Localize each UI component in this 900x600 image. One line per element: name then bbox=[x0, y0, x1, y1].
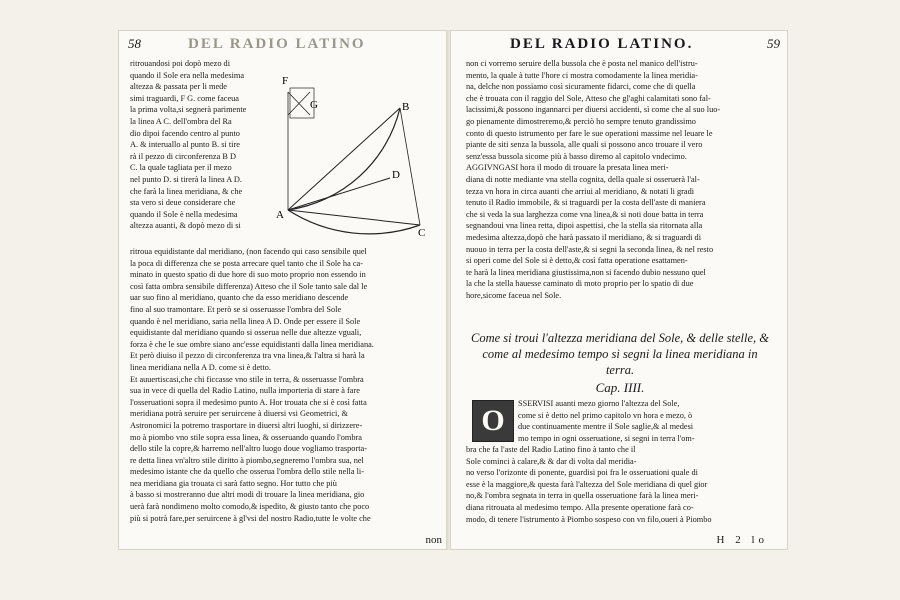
text-line: senz'essa bussola sicome più à basso diremo al capitolo vndecimo. bbox=[466, 151, 687, 161]
text-line: equidistante dal meridiano quando si osserua nelle due altezze vguali, bbox=[130, 328, 362, 338]
page-number: 59 bbox=[767, 36, 780, 51]
text-line: uar suo fino al meridiano, quanto che da esso meridiano descende bbox=[130, 293, 349, 303]
running-head: DEL RADIO LATINO. bbox=[510, 36, 694, 52]
text-line: l'osseruationi sopra il medesimo punto A. Hor trouata che si è così fatta bbox=[130, 397, 367, 407]
catchword: non bbox=[425, 534, 442, 546]
chapter-title: Come si troui l'altezza meridiana del Sole, & delle stelle, & come al medesimo tempo si segni la linea meridiana in terra. bbox=[470, 331, 769, 377]
text-line: la prima volta,si segnerà parimente bbox=[130, 105, 247, 115]
text-line: medesimo istante che da quello che osserua l'ombra dello stile nella li- bbox=[130, 467, 364, 477]
text-line: mento, la quale à tutte l'hore ci mostra comodamente la linea meridia- bbox=[466, 70, 698, 80]
text-line: la linea A C. dell'ombra del Ra bbox=[130, 116, 232, 126]
text-line: na, delche non possiamo così sicuramente fidarci, come che di quella bbox=[466, 82, 696, 92]
text-line: no,& l'ombra segnata in terra in quella osseruatione farà la linea meri- bbox=[466, 491, 699, 501]
text-line: meridiana potrà seruire per seruircene à diuersi vsi Geometrici, & bbox=[130, 409, 348, 419]
text-line: sta vero si deue considerare che bbox=[130, 198, 236, 208]
text-line: che è trouata con il raggio del Sole, Atteso che gl'aghi calamitati sono fal- bbox=[466, 93, 711, 103]
text-line: hore,sicome faceua nel Sole. bbox=[466, 290, 562, 300]
text-line: conto di questo istrumento per fare le sue operationi massime nel leuare le bbox=[466, 128, 713, 138]
text-line: minato in questo spatio di due hore di suo moto proprio non essendo in bbox=[130, 270, 366, 280]
line-ab bbox=[288, 108, 400, 210]
text-line: forza è che le sue ombre siano anc'esse equidistanti dalla linea meridiana. bbox=[130, 339, 374, 349]
line-ac bbox=[288, 210, 420, 225]
label-c: C bbox=[418, 227, 426, 239]
text-line: re detta linea vn'altro stile diritto à piombo,segneremo l'ombra sua, nel bbox=[130, 455, 364, 465]
right-page bbox=[450, 30, 788, 550]
chapter-body-text bbox=[466, 444, 778, 525]
text-line: simi traguardi, F G. come faceua bbox=[130, 93, 239, 103]
chapter-heading bbox=[470, 330, 770, 396]
circumference-arc-lower bbox=[288, 210, 420, 234]
text-line: altezza & passata per li mede bbox=[130, 82, 227, 92]
text-line: segnandoui vna linea retta, dipoi aspettisi, che la stella sia ritornata alla bbox=[466, 221, 703, 231]
text-line: Sole cominci à calare,& & dar di volta dal meridia- bbox=[466, 456, 637, 466]
label-d: D bbox=[392, 169, 400, 181]
text-line: più si potrà fare,per seruircene à gl'vsi del nostro Radio,tutte le volte che bbox=[130, 513, 371, 523]
text-line: ritrouandosi poi dopò mezo di bbox=[130, 59, 231, 68]
text-line: la che la stella hauesse caminato di moto proprio per lo spatio di due bbox=[466, 279, 694, 289]
text-line: ritroua equidistante dal meridiano, (non facendo qui caso sensibile quel bbox=[130, 247, 367, 256]
text-line: te harà la linea meridiana giustissima,non si facendo dubio nessuno quel bbox=[466, 267, 706, 277]
text-line: uerà farà nondimeno molto comodo,& ispedito, & giusto tanto che poco bbox=[130, 502, 370, 512]
text-line: piante de siti senza la bussola, alle quali si possono anco trouare il vero bbox=[466, 140, 703, 150]
text-line: SSERVISI auanti mezo giorno l'altezza del Sole, bbox=[518, 399, 680, 408]
text-line: altezza auanti, & dopò mezo di si bbox=[130, 221, 241, 231]
text-line: come si è detto nel primo capitolo vn hora e mezo, ò bbox=[518, 410, 693, 420]
text-line: quando è nel meridiano, saria nella linea A D. Onde per essere il Sole bbox=[130, 316, 361, 326]
text-line: modo, di tenere l'istrumento à Piombo sospeso con vn filo,oueri à Piombo bbox=[466, 514, 712, 524]
text-line: nea meridiana gia trouata ci sarà fatto segno. Hor tutto che più bbox=[130, 478, 337, 488]
running-head: DEL RADIO LATINO bbox=[188, 36, 366, 52]
text-line: mo tempo in ogni osseruatione, si segni in terra l'om- bbox=[518, 433, 695, 443]
label-g: G bbox=[310, 99, 318, 111]
diagram-svg bbox=[276, 70, 445, 240]
left-page bbox=[118, 30, 450, 550]
text-line: Et auuertiscasi,che chi ficcasse vno stile in terra, & osseruasse l'ombra bbox=[130, 374, 364, 384]
text-line: dio dipoi facendo centro al punto bbox=[130, 128, 240, 138]
left-body-text bbox=[130, 246, 442, 524]
text-line: rà il pezzo di circonferenza B D bbox=[130, 151, 236, 161]
text-line: fino al suo tramontare. Et però se si osseruasse l'ombra del Sole bbox=[130, 304, 342, 314]
right-top-text bbox=[466, 58, 778, 301]
label-f: F bbox=[282, 75, 289, 87]
initial-letter: O bbox=[481, 404, 505, 437]
text-line: Et però diuiso il pezzo di circonferenza tra vna linea,& l'altra si harà la bbox=[130, 351, 365, 361]
dropcap-text bbox=[518, 398, 780, 444]
geometric-diagram bbox=[276, 70, 445, 240]
text-line: C. la quale tagliata per il mezo bbox=[130, 163, 232, 173]
text-line: che si veda la sua larghezza come vna linea,& si noti doue batta in terra bbox=[466, 209, 704, 219]
text-line: non ci vorremo seruire della bussola che è posta nel manico dell'istru- bbox=[466, 59, 698, 68]
text-line: no verso l'orizonte di ponente, guardisi poi fra le osseruationi quale di bbox=[466, 468, 698, 478]
decorated-initial bbox=[472, 400, 514, 442]
text-line: così fatta ombra sensibile differenza) Atteso che il Sole tanto sale dal le bbox=[130, 281, 368, 291]
text-line: quando il Sole è nella medesima bbox=[130, 209, 238, 219]
text-line: à basso si mostreranno due altri modi di trouare la linea meridiana, gio bbox=[130, 490, 365, 500]
chord-bc bbox=[400, 108, 420, 225]
left-column-text bbox=[130, 58, 280, 232]
text-line: diana di notte mediante vna stella cognita, della quale si osseruerà l'al- bbox=[466, 174, 700, 184]
text-line: tezza vn hora in circa auanti che arriui al meridiano, & notati li gradi bbox=[466, 186, 695, 196]
text-line: nel punto D. si tirerà la linea A D. bbox=[130, 174, 242, 184]
line-ad bbox=[288, 178, 390, 210]
text-line: tenuto il Radio immobile, & si traguardi per la costa dell'aste di maniera bbox=[466, 198, 706, 208]
text-line: linea meridiana nella A D. come si è detto. bbox=[130, 362, 272, 372]
text-line: due continuamente mentre il Sole saglie,& al medesi bbox=[518, 422, 694, 432]
text-line: AGGIVNGASI hora il modo di trouare la presata linea meri- bbox=[466, 163, 669, 173]
text-line: go pienamente dimostreremo,& perciò ho sempre tenuto grandissimo bbox=[466, 116, 696, 126]
text-line: si operi come del Sole si è detto,& così fatta operatione esattamen- bbox=[466, 256, 688, 266]
label-a: A bbox=[276, 209, 284, 221]
chapter-number: Cap. IIII. bbox=[595, 380, 645, 395]
text-line: mo à piombo vno stile sopra essa linea, & osseruando quando l'ombra bbox=[130, 432, 362, 442]
text-line: diana ritrouata al medesimo tempo. Alla presente operatione farà co- bbox=[466, 502, 694, 512]
text-line: che farà la linea meridiana, & che bbox=[130, 186, 243, 196]
page-number: 58 bbox=[128, 36, 141, 51]
text-line: esse è la maggiore,& questa farà l'altezza del Sole meridiana di quel gior bbox=[466, 479, 708, 489]
text-line: bra che fa l'aste del Radio Latino fino à tanto che il bbox=[466, 445, 636, 454]
text-line: medesima altezza,dopò che harà passato il meridiano, & si traguardi di bbox=[466, 232, 701, 242]
signature-mark: H 2 lo bbox=[716, 534, 768, 546]
text-line: nuouo in terra per la costa dell'aste,& si segni la seconda linea, & nel resto bbox=[466, 244, 714, 254]
text-line: quando il Sole era nella medesima bbox=[130, 70, 245, 80]
text-line: A. & interuallo al punto B. si tire bbox=[130, 140, 240, 150]
text-line: lacissimi,& possono ingannarci per diuersi accidenti, sì come che al suo luo- bbox=[466, 105, 721, 115]
text-line: sua in vece di quella del Radio Latino, nulla importeria di stare à fare bbox=[130, 386, 360, 396]
text-line: Astronomici la potremo trasportare in diuersi altri luoghi, si dirizzere- bbox=[130, 420, 363, 430]
text-line: la poca di differenza che se posta arrecare quel tanto che il Sole ha ca- bbox=[130, 258, 363, 268]
label-b: B bbox=[402, 101, 410, 113]
text-line: dello stile la copre,& harremo nell'altro luogo doue vogliamo trasporta- bbox=[130, 444, 367, 454]
